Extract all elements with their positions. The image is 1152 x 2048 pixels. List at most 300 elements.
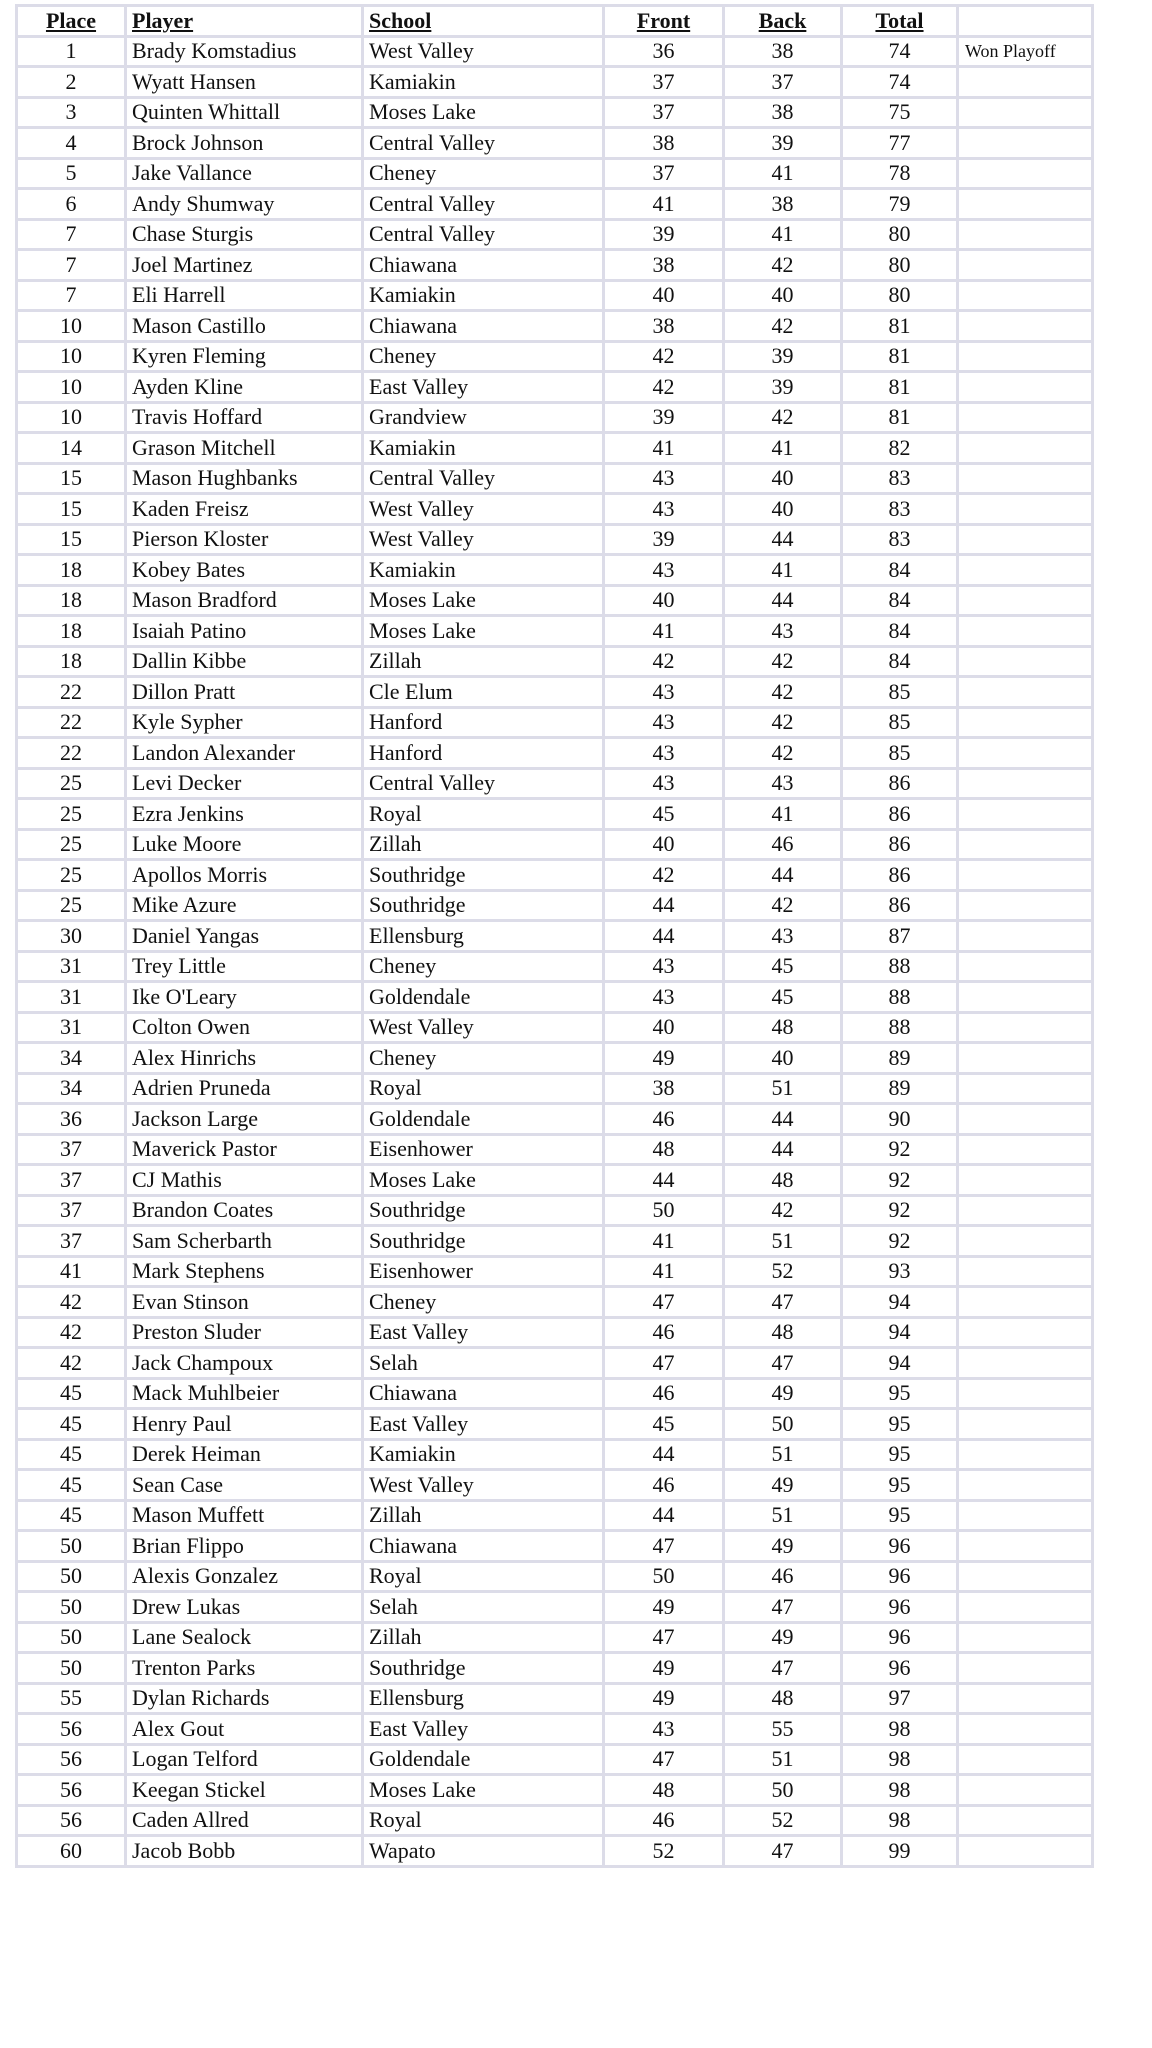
cell-total: 86 bbox=[842, 829, 958, 860]
cell-place: 30 bbox=[17, 921, 126, 952]
cell-player: Alex Gout bbox=[126, 1714, 363, 1745]
cell-front: 46 bbox=[604, 1317, 724, 1348]
table-row bbox=[17, 341, 1093, 372]
table-row bbox=[17, 738, 1093, 769]
cell-back: 43 bbox=[724, 921, 842, 952]
table-row bbox=[17, 982, 1093, 1013]
cell-total: 78 bbox=[842, 158, 958, 189]
table-row bbox=[17, 646, 1093, 677]
cell-total: 98 bbox=[842, 1744, 958, 1775]
table-row bbox=[17, 128, 1093, 159]
cell-player: Mason Hughbanks bbox=[126, 463, 363, 494]
cell-note bbox=[958, 677, 1093, 708]
cell-back: 49 bbox=[724, 1531, 842, 1562]
cell-front: 45 bbox=[604, 799, 724, 830]
header-note bbox=[958, 6, 1093, 37]
cell-school: Southridge bbox=[363, 890, 604, 921]
cell-note bbox=[958, 555, 1093, 586]
cell-place: 14 bbox=[17, 433, 126, 464]
table-row bbox=[17, 1378, 1093, 1409]
cell-school: Royal bbox=[363, 1805, 604, 1836]
cell-back: 47 bbox=[724, 1592, 842, 1623]
cell-note bbox=[958, 433, 1093, 464]
cell-player: Chase Sturgis bbox=[126, 219, 363, 250]
cell-player: Brian Flippo bbox=[126, 1531, 363, 1562]
cell-place: 7 bbox=[17, 219, 126, 250]
cell-player: Jack Champoux bbox=[126, 1348, 363, 1379]
cell-school: Kamiakin bbox=[363, 1439, 604, 1470]
cell-player: Sean Case bbox=[126, 1470, 363, 1501]
cell-note bbox=[958, 524, 1093, 555]
cell-front: 43 bbox=[604, 1714, 724, 1745]
cell-back: 48 bbox=[724, 1165, 842, 1196]
cell-note bbox=[958, 768, 1093, 799]
cell-player: Kyren Fleming bbox=[126, 341, 363, 372]
cell-total: 96 bbox=[842, 1531, 958, 1562]
cell-front: 43 bbox=[604, 982, 724, 1013]
cell-player: CJ Mathis bbox=[126, 1165, 363, 1196]
cell-note bbox=[958, 1195, 1093, 1226]
cell-front: 52 bbox=[604, 1836, 724, 1867]
cell-note bbox=[958, 616, 1093, 647]
cell-note bbox=[958, 67, 1093, 98]
cell-place: 22 bbox=[17, 738, 126, 769]
table-row bbox=[17, 921, 1093, 952]
cell-player: Sam Scherbarth bbox=[126, 1226, 363, 1257]
table-row bbox=[17, 1470, 1093, 1501]
cell-school: Goldendale bbox=[363, 982, 604, 1013]
cell-school: West Valley bbox=[363, 1470, 604, 1501]
cell-front: 50 bbox=[604, 1561, 724, 1592]
cell-note bbox=[958, 1165, 1093, 1196]
cell-back: 44 bbox=[724, 1104, 842, 1135]
cell-place: 18 bbox=[17, 646, 126, 677]
cell-front: 40 bbox=[604, 585, 724, 616]
cell-place: 10 bbox=[17, 402, 126, 433]
cell-front: 43 bbox=[604, 738, 724, 769]
cell-note bbox=[958, 1836, 1093, 1867]
table-row bbox=[17, 1043, 1093, 1074]
cell-total: 95 bbox=[842, 1470, 958, 1501]
cell-front: 44 bbox=[604, 1165, 724, 1196]
cell-total: 90 bbox=[842, 1104, 958, 1135]
cell-front: 46 bbox=[604, 1104, 724, 1135]
header-school: School bbox=[363, 6, 604, 37]
cell-player: Alex Hinrichs bbox=[126, 1043, 363, 1074]
cell-back: 48 bbox=[724, 1317, 842, 1348]
table-row bbox=[17, 1195, 1093, 1226]
cell-note bbox=[958, 402, 1093, 433]
cell-player: Henry Paul bbox=[126, 1409, 363, 1440]
cell-place: 45 bbox=[17, 1378, 126, 1409]
table-row bbox=[17, 1134, 1093, 1165]
cell-school: Cle Elum bbox=[363, 677, 604, 708]
cell-player: Ezra Jenkins bbox=[126, 799, 363, 830]
cell-total: 88 bbox=[842, 951, 958, 982]
table-row bbox=[17, 1744, 1093, 1775]
cell-total: 99 bbox=[842, 1836, 958, 1867]
cell-school: Cheney bbox=[363, 341, 604, 372]
cell-school: Selah bbox=[363, 1592, 604, 1623]
cell-place: 6 bbox=[17, 189, 126, 220]
cell-front: 45 bbox=[604, 1409, 724, 1440]
cell-back: 39 bbox=[724, 341, 842, 372]
cell-place: 10 bbox=[17, 372, 126, 403]
cell-back: 42 bbox=[724, 402, 842, 433]
table-row bbox=[17, 707, 1093, 738]
cell-note bbox=[958, 189, 1093, 220]
cell-total: 81 bbox=[842, 372, 958, 403]
cell-place: 50 bbox=[17, 1592, 126, 1623]
cell-player: Derek Heiman bbox=[126, 1439, 363, 1470]
cell-player: Mason Castillo bbox=[126, 311, 363, 342]
cell-front: 41 bbox=[604, 1226, 724, 1257]
cell-front: 44 bbox=[604, 1500, 724, 1531]
cell-place: 56 bbox=[17, 1714, 126, 1745]
cell-place: 42 bbox=[17, 1348, 126, 1379]
table-row bbox=[17, 585, 1093, 616]
cell-total: 80 bbox=[842, 219, 958, 250]
cell-note bbox=[958, 1348, 1093, 1379]
header-row bbox=[17, 6, 1093, 37]
cell-back: 42 bbox=[724, 250, 842, 281]
cell-place: 15 bbox=[17, 463, 126, 494]
cell-note bbox=[958, 1256, 1093, 1287]
cell-school: Royal bbox=[363, 799, 604, 830]
table-row bbox=[17, 1348, 1093, 1379]
cell-back: 38 bbox=[724, 97, 842, 128]
cell-player: Logan Telford bbox=[126, 1744, 363, 1775]
cell-front: 43 bbox=[604, 768, 724, 799]
table-body bbox=[17, 36, 1093, 1866]
cell-back: 41 bbox=[724, 158, 842, 189]
cell-front: 46 bbox=[604, 1470, 724, 1501]
cell-note bbox=[958, 1439, 1093, 1470]
cell-player: Dylan Richards bbox=[126, 1683, 363, 1714]
cell-player: Adrien Pruneda bbox=[126, 1073, 363, 1104]
cell-place: 56 bbox=[17, 1805, 126, 1836]
cell-place: 50 bbox=[17, 1653, 126, 1684]
cell-school: Southridge bbox=[363, 860, 604, 891]
cell-school: Central Valley bbox=[363, 219, 604, 250]
cell-front: 43 bbox=[604, 677, 724, 708]
cell-player: Mack Muhlbeier bbox=[126, 1378, 363, 1409]
cell-player: Dillon Pratt bbox=[126, 677, 363, 708]
table-row bbox=[17, 768, 1093, 799]
cell-front: 48 bbox=[604, 1775, 724, 1806]
cell-place: 18 bbox=[17, 616, 126, 647]
cell-note bbox=[958, 1744, 1093, 1775]
cell-back: 42 bbox=[724, 311, 842, 342]
cell-place: 45 bbox=[17, 1439, 126, 1470]
cell-school: Moses Lake bbox=[363, 1775, 604, 1806]
table-row bbox=[17, 1836, 1093, 1867]
table-header bbox=[17, 6, 1093, 37]
cell-school: Ellensburg bbox=[363, 1683, 604, 1714]
cell-school: East Valley bbox=[363, 1714, 604, 1745]
cell-school: Grandview bbox=[363, 402, 604, 433]
table-row bbox=[17, 1256, 1093, 1287]
cell-note bbox=[958, 646, 1093, 677]
cell-front: 40 bbox=[604, 1012, 724, 1043]
cell-place: 45 bbox=[17, 1409, 126, 1440]
cell-player: Travis Hoffard bbox=[126, 402, 363, 433]
table-row bbox=[17, 677, 1093, 708]
cell-school: Central Valley bbox=[363, 768, 604, 799]
cell-front: 43 bbox=[604, 463, 724, 494]
cell-total: 88 bbox=[842, 1012, 958, 1043]
cell-total: 81 bbox=[842, 341, 958, 372]
cell-front: 37 bbox=[604, 97, 724, 128]
cell-place: 50 bbox=[17, 1531, 126, 1562]
cell-school: Chiawana bbox=[363, 311, 604, 342]
cell-school: Zillah bbox=[363, 1622, 604, 1653]
cell-back: 47 bbox=[724, 1348, 842, 1379]
cell-front: 42 bbox=[604, 341, 724, 372]
cell-school: Hanford bbox=[363, 738, 604, 769]
cell-school: West Valley bbox=[363, 494, 604, 525]
cell-school: Zillah bbox=[363, 646, 604, 677]
results-table bbox=[15, 4, 1094, 1868]
cell-place: 42 bbox=[17, 1317, 126, 1348]
cell-place: 2 bbox=[17, 67, 126, 98]
cell-back: 42 bbox=[724, 707, 842, 738]
cell-place: 25 bbox=[17, 829, 126, 860]
cell-place: 1 bbox=[17, 36, 126, 67]
cell-front: 37 bbox=[604, 158, 724, 189]
cell-school: Moses Lake bbox=[363, 616, 604, 647]
cell-school: Kamiakin bbox=[363, 280, 604, 311]
cell-school: Chiawana bbox=[363, 1531, 604, 1562]
cell-player: Andy Shumway bbox=[126, 189, 363, 220]
cell-school: East Valley bbox=[363, 1317, 604, 1348]
cell-player: Jake Vallance bbox=[126, 158, 363, 189]
cell-front: 50 bbox=[604, 1195, 724, 1226]
cell-total: 98 bbox=[842, 1775, 958, 1806]
table-row bbox=[17, 1439, 1093, 1470]
table-row bbox=[17, 1714, 1093, 1745]
cell-school: Royal bbox=[363, 1073, 604, 1104]
header-back: Back bbox=[724, 6, 842, 37]
cell-back: 41 bbox=[724, 799, 842, 830]
cell-place: 50 bbox=[17, 1561, 126, 1592]
cell-school: Chiawana bbox=[363, 1378, 604, 1409]
cell-front: 40 bbox=[604, 280, 724, 311]
cell-place: 10 bbox=[17, 311, 126, 342]
cell-front: 39 bbox=[604, 402, 724, 433]
cell-note bbox=[958, 158, 1093, 189]
cell-total: 97 bbox=[842, 1683, 958, 1714]
cell-back: 50 bbox=[724, 1775, 842, 1806]
cell-back: 49 bbox=[724, 1622, 842, 1653]
cell-front: 41 bbox=[604, 1256, 724, 1287]
cell-school: West Valley bbox=[363, 524, 604, 555]
cell-place: 31 bbox=[17, 951, 126, 982]
table-row bbox=[17, 1805, 1093, 1836]
table-row bbox=[17, 1775, 1093, 1806]
table-row bbox=[17, 1653, 1093, 1684]
header-player: Player bbox=[126, 6, 363, 37]
cell-total: 89 bbox=[842, 1073, 958, 1104]
cell-back: 41 bbox=[724, 433, 842, 464]
cell-player: Kaden Freisz bbox=[126, 494, 363, 525]
cell-player: Jacob Bobb bbox=[126, 1836, 363, 1867]
cell-note bbox=[958, 1592, 1093, 1623]
cell-total: 80 bbox=[842, 250, 958, 281]
cell-total: 77 bbox=[842, 128, 958, 159]
cell-note bbox=[958, 1714, 1093, 1745]
cell-back: 43 bbox=[724, 616, 842, 647]
table-row bbox=[17, 67, 1093, 98]
cell-player: Luke Moore bbox=[126, 829, 363, 860]
cell-note bbox=[958, 1622, 1093, 1653]
cell-school: Southridge bbox=[363, 1653, 604, 1684]
cell-front: 49 bbox=[604, 1653, 724, 1684]
cell-back: 42 bbox=[724, 677, 842, 708]
cell-back: 42 bbox=[724, 646, 842, 677]
cell-front: 38 bbox=[604, 1073, 724, 1104]
cell-note bbox=[958, 219, 1093, 250]
cell-school: Royal bbox=[363, 1561, 604, 1592]
cell-total: 92 bbox=[842, 1226, 958, 1257]
cell-note bbox=[958, 982, 1093, 1013]
cell-school: Hanford bbox=[363, 707, 604, 738]
cell-back: 46 bbox=[724, 1561, 842, 1592]
cell-school: Moses Lake bbox=[363, 97, 604, 128]
cell-back: 41 bbox=[724, 219, 842, 250]
cell-place: 45 bbox=[17, 1470, 126, 1501]
cell-back: 40 bbox=[724, 1043, 842, 1074]
cell-note bbox=[958, 1470, 1093, 1501]
cell-front: 49 bbox=[604, 1683, 724, 1714]
cell-player: Joel Martinez bbox=[126, 250, 363, 281]
cell-place: 25 bbox=[17, 890, 126, 921]
table-row bbox=[17, 1104, 1093, 1135]
cell-place: 37 bbox=[17, 1226, 126, 1257]
table-row bbox=[17, 433, 1093, 464]
table-row bbox=[17, 1317, 1093, 1348]
cell-front: 40 bbox=[604, 829, 724, 860]
cell-note bbox=[958, 1287, 1093, 1318]
cell-place: 25 bbox=[17, 860, 126, 891]
cell-back: 44 bbox=[724, 860, 842, 891]
cell-back: 48 bbox=[724, 1012, 842, 1043]
cell-player: Mike Azure bbox=[126, 890, 363, 921]
cell-place: 3 bbox=[17, 97, 126, 128]
table-row bbox=[17, 402, 1093, 433]
cell-player: Kobey Bates bbox=[126, 555, 363, 586]
cell-total: 95 bbox=[842, 1500, 958, 1531]
cell-school: West Valley bbox=[363, 36, 604, 67]
cell-school: Goldendale bbox=[363, 1104, 604, 1135]
cell-school: West Valley bbox=[363, 1012, 604, 1043]
cell-place: 37 bbox=[17, 1134, 126, 1165]
cell-player: Brady Komstadius bbox=[126, 36, 363, 67]
cell-back: 39 bbox=[724, 128, 842, 159]
cell-back: 51 bbox=[724, 1073, 842, 1104]
cell-back: 55 bbox=[724, 1714, 842, 1745]
cell-place: 18 bbox=[17, 555, 126, 586]
cell-total: 89 bbox=[842, 1043, 958, 1074]
cell-player: Evan Stinson bbox=[126, 1287, 363, 1318]
cell-note bbox=[958, 1683, 1093, 1714]
cell-place: 37 bbox=[17, 1165, 126, 1196]
cell-player: Alexis Gonzalez bbox=[126, 1561, 363, 1592]
cell-front: 47 bbox=[604, 1348, 724, 1379]
cell-note bbox=[958, 1134, 1093, 1165]
cell-note bbox=[958, 463, 1093, 494]
cell-front: 47 bbox=[604, 1287, 724, 1318]
cell-total: 75 bbox=[842, 97, 958, 128]
cell-place: 15 bbox=[17, 524, 126, 555]
cell-player: Mason Muffett bbox=[126, 1500, 363, 1531]
cell-note bbox=[958, 1104, 1093, 1135]
cell-total: 83 bbox=[842, 524, 958, 555]
cell-back: 49 bbox=[724, 1470, 842, 1501]
cell-school: Kamiakin bbox=[363, 555, 604, 586]
cell-front: 39 bbox=[604, 524, 724, 555]
cell-note bbox=[958, 799, 1093, 830]
cell-place: 55 bbox=[17, 1683, 126, 1714]
cell-total: 84 bbox=[842, 646, 958, 677]
cell-school: Southridge bbox=[363, 1226, 604, 1257]
table-row bbox=[17, 890, 1093, 921]
cell-note bbox=[958, 1043, 1093, 1074]
cell-back: 38 bbox=[724, 189, 842, 220]
cell-school: Ellensburg bbox=[363, 921, 604, 952]
cell-school: East Valley bbox=[363, 1409, 604, 1440]
table-row bbox=[17, 1287, 1093, 1318]
cell-place: 4 bbox=[17, 128, 126, 159]
cell-total: 92 bbox=[842, 1165, 958, 1196]
cell-back: 39 bbox=[724, 372, 842, 403]
cell-note bbox=[958, 494, 1093, 525]
cell-back: 51 bbox=[724, 1744, 842, 1775]
table-row bbox=[17, 494, 1093, 525]
cell-school: Selah bbox=[363, 1348, 604, 1379]
table-row bbox=[17, 158, 1093, 189]
cell-player: Caden Allred bbox=[126, 1805, 363, 1836]
cell-front: 43 bbox=[604, 951, 724, 982]
cell-total: 83 bbox=[842, 463, 958, 494]
table-row bbox=[17, 97, 1093, 128]
cell-place: 50 bbox=[17, 1622, 126, 1653]
cell-front: 41 bbox=[604, 616, 724, 647]
cell-place: 37 bbox=[17, 1195, 126, 1226]
table-row bbox=[17, 1531, 1093, 1562]
cell-front: 39 bbox=[604, 219, 724, 250]
table-row bbox=[17, 250, 1093, 281]
cell-player: Maverick Pastor bbox=[126, 1134, 363, 1165]
cell-note bbox=[958, 1073, 1093, 1104]
cell-player: Apollos Morris bbox=[126, 860, 363, 891]
cell-front: 47 bbox=[604, 1744, 724, 1775]
cell-total: 85 bbox=[842, 677, 958, 708]
cell-place: 5 bbox=[17, 158, 126, 189]
cell-player: Drew Lukas bbox=[126, 1592, 363, 1623]
cell-back: 44 bbox=[724, 585, 842, 616]
table-row bbox=[17, 1073, 1093, 1104]
cell-total: 92 bbox=[842, 1195, 958, 1226]
cell-total: 82 bbox=[842, 433, 958, 464]
cell-back: 52 bbox=[724, 1256, 842, 1287]
header-place: Place bbox=[17, 6, 126, 37]
cell-front: 49 bbox=[604, 1592, 724, 1623]
cell-player: Dallin Kibbe bbox=[126, 646, 363, 677]
cell-front: 43 bbox=[604, 555, 724, 586]
cell-total: 86 bbox=[842, 799, 958, 830]
cell-back: 42 bbox=[724, 738, 842, 769]
